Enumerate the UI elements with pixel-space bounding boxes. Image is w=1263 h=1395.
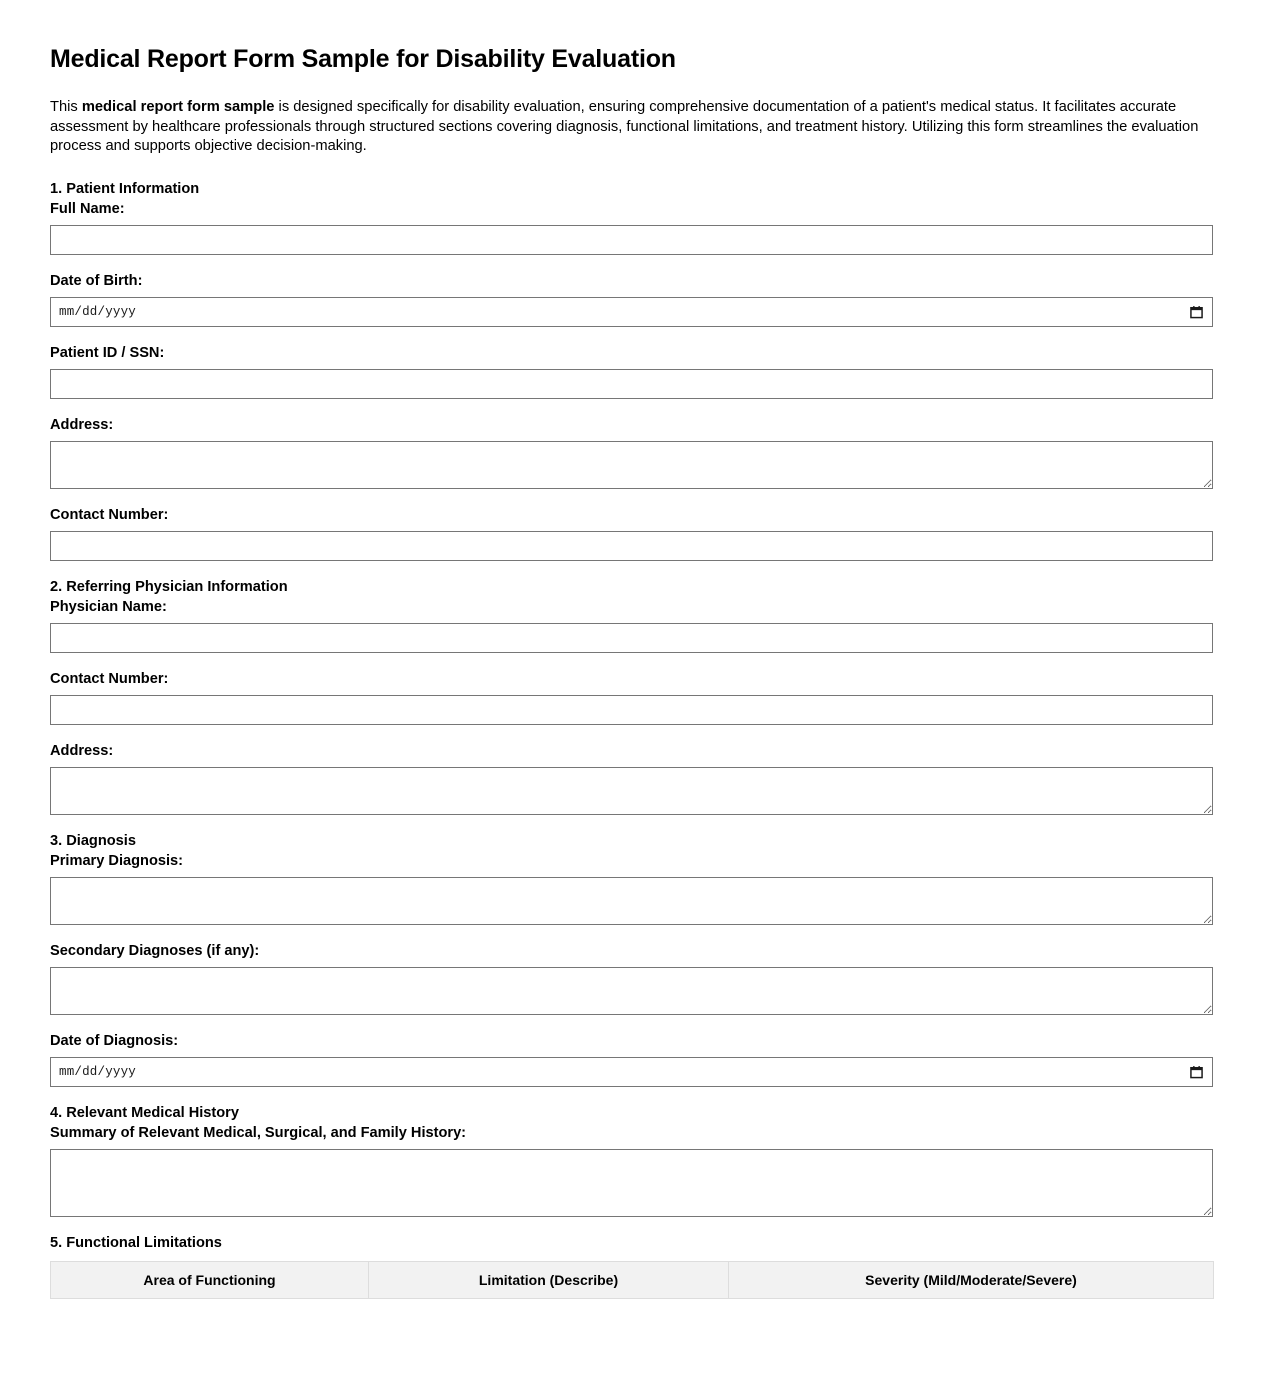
field-patient-id xyxy=(50,343,1213,399)
calendar-icon[interactable] xyxy=(1190,305,1203,318)
field-patient-contact-number xyxy=(50,505,1213,561)
column-header-area-of-functioning: Area of Functioning xyxy=(51,1261,369,1298)
field-physician-name xyxy=(50,597,1213,653)
intro-suffix: is designed specifically for disability evaluation, ensuring comprehensive documentation of a patient's medical status. It facilitates accurate assessment by healthcare professionals through structured sections covering diagnosis, functional limitations, and treatment history. Utilizing this form streamlines the evaluation process and supports objective decision-making. xyxy=(50,99,1199,154)
intro-bold-term: medical report form sample xyxy=(81,99,275,115)
section-heading-diagnosis: 3. Diagnosis xyxy=(50,832,136,849)
field-secondary-diagnoses xyxy=(50,941,1213,1015)
functional-limitations-table xyxy=(50,1261,1214,1299)
input-secondary-diagnoses[interactable] xyxy=(50,967,1213,1015)
input-physician-name[interactable] xyxy=(50,623,1213,653)
page-title: Medical Report Form Sample for Disability Evaluation xyxy=(50,45,676,73)
label-date-of-birth: Date of Birth: xyxy=(50,272,143,289)
field-date-of-diagnosis xyxy=(50,1031,1213,1087)
date-of-birth-placeholder: mm/dd/yyyy xyxy=(59,304,137,319)
section-heading-patient-information: 1. Patient Information xyxy=(50,180,200,197)
input-primary-diagnosis[interactable] xyxy=(50,877,1213,925)
input-patient-id[interactable] xyxy=(50,369,1213,399)
field-history-summary xyxy=(50,1123,1213,1217)
label-date-of-diagnosis: Date of Diagnosis: xyxy=(50,1032,179,1049)
field-patient-address xyxy=(50,415,1213,489)
intro-paragraph xyxy=(50,98,1213,157)
label-patient-address: Address: xyxy=(50,416,114,433)
field-primary-diagnosis xyxy=(50,851,1213,925)
intro-prefix: This xyxy=(50,99,82,115)
label-history-summary: Summary of Relevant Medical, Surgical, and Family History: xyxy=(50,1124,467,1141)
section-heading-functional-limitations: 5. Functional Limitations xyxy=(50,1234,222,1251)
label-physician-name: Physician Name: xyxy=(50,598,167,615)
date-of-diagnosis-placeholder: mm/dd/yyyy xyxy=(59,1064,137,1079)
label-patient-contact-number: Contact Number: xyxy=(50,506,169,523)
section-heading-medical-history: 4. Relevant Medical History xyxy=(50,1104,239,1121)
column-header-severity: Severity (Mild/Moderate/Severe) xyxy=(729,1261,1214,1298)
input-full-name[interactable] xyxy=(50,225,1213,255)
column-header-limitation: Limitation (Describe) xyxy=(369,1261,729,1298)
label-secondary-diagnoses: Secondary Diagnoses (if any): xyxy=(50,942,260,959)
input-physician-contact-number[interactable] xyxy=(50,695,1213,725)
input-history-summary[interactable] xyxy=(50,1149,1213,1217)
input-patient-address[interactable] xyxy=(50,441,1213,489)
label-full-name: Full Name: xyxy=(50,200,125,217)
label-physician-address: Address: xyxy=(50,742,114,759)
label-patient-id: Patient ID / SSN: xyxy=(50,344,165,361)
field-date-of-birth xyxy=(50,271,1213,327)
table-header xyxy=(51,1261,1214,1298)
field-physician-contact-number xyxy=(50,669,1213,725)
field-physician-address xyxy=(50,741,1213,815)
input-date-of-birth[interactable] xyxy=(50,297,1213,327)
input-patient-contact-number[interactable] xyxy=(50,531,1213,561)
table-header-row xyxy=(51,1261,1214,1298)
field-full-name xyxy=(50,199,1213,255)
section-heading-referring-physician: 2. Referring Physician Information xyxy=(50,578,288,595)
calendar-icon[interactable] xyxy=(1190,1065,1203,1078)
label-primary-diagnosis: Primary Diagnosis: xyxy=(50,852,184,869)
input-date-of-diagnosis[interactable] xyxy=(50,1057,1213,1087)
input-physician-address[interactable] xyxy=(50,767,1213,815)
label-physician-contact-number: Contact Number: xyxy=(50,670,169,687)
